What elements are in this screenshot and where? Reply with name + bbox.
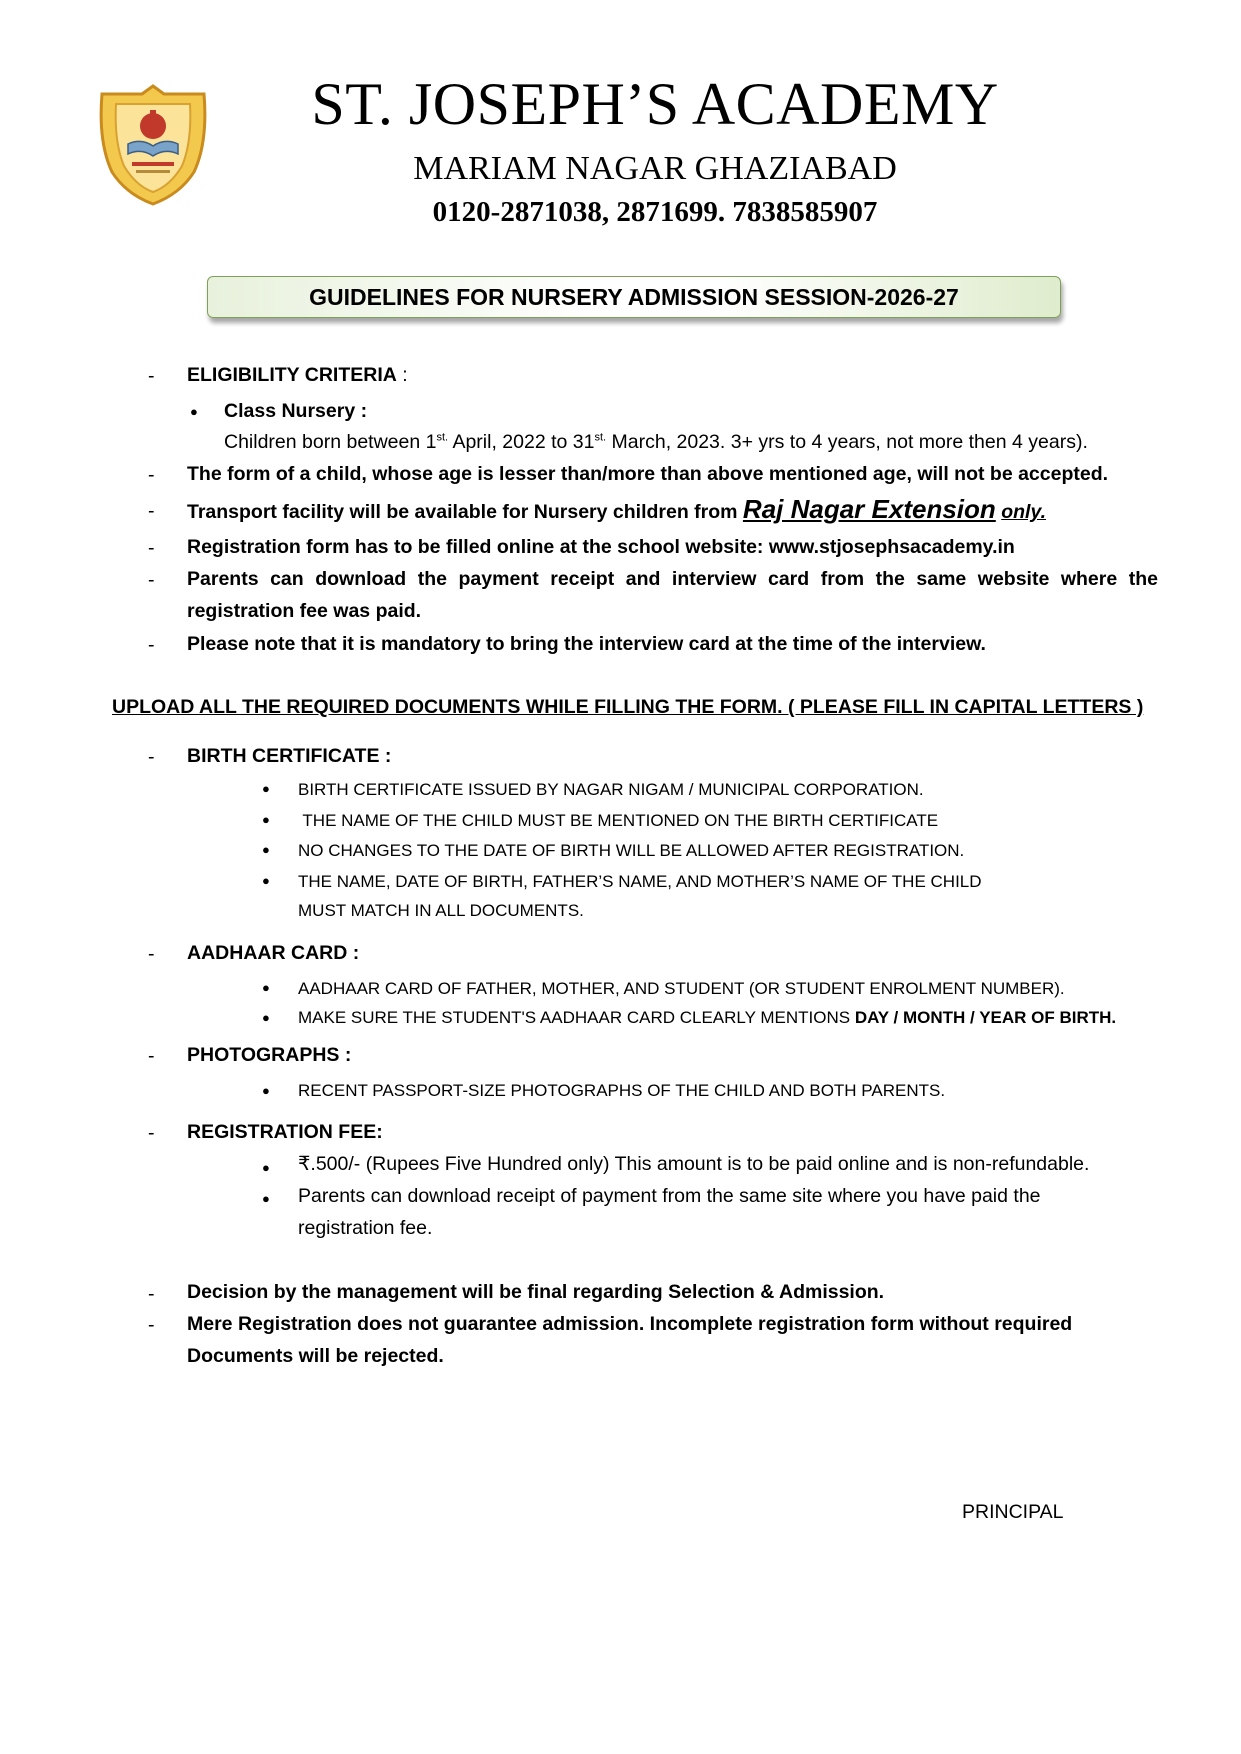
principal-signature: PRINCIPAL	[962, 1501, 1064, 1523]
school-crest-logo	[94, 82, 212, 208]
bullet-marker: ●	[262, 873, 270, 888]
download-rule-line2: registration fee was paid.	[187, 600, 422, 622]
dash-marker: -	[148, 1045, 155, 1067]
bullet-marker: ●	[262, 1191, 270, 1206]
bullet-marker: ●	[262, 1160, 270, 1175]
birth-item: THE NAME OF THE CHILD MUST BE MENTIONED ON THE BIRTH CERTIFICATE	[298, 811, 939, 830]
birth-item-continuation: MUST MATCH IN ALL DOCUMENTS.	[298, 901, 584, 920]
interview-card-rule: Please note that it is mandatory to bring the interview card at the time of the interview.	[187, 633, 986, 655]
eligibility-heading: ELIGIBILITY CRITERIA :	[187, 364, 408, 386]
aadhaar-item-dob: MAKE SURE THE STUDENT'S AADHAAR CARD CLEARLY MENTIONS DAY / MONTH / YEAR OF BIRTH.	[298, 1008, 1117, 1027]
bullet-marker: ●	[262, 781, 270, 796]
guidelines-banner: GUIDELINES FOR NURSERY ADMISSION SESSION-2026-27	[207, 276, 1061, 318]
dash-marker: -	[148, 365, 155, 387]
bullet-marker: ●	[262, 1010, 270, 1025]
online-registration: Registration form has to be filled online at the school website: www.stjosephsacademy.in	[187, 536, 1015, 558]
school-name: ST. JOSEPH’S ACADEMY	[311, 71, 999, 137]
registration-disclaimer-line2: Documents will be rejected.	[187, 1345, 444, 1367]
dash-marker: -	[148, 634, 155, 656]
dash-marker: -	[148, 500, 155, 522]
birth-date-range: Children born between $1^{st.}$ April, 2022 to $31^{st.}$ March, 2023. 3+ yrs to 4 years, not more then 4 years).	[224, 431, 1088, 453]
photographs-heading: PHOTOGRAPHS :	[187, 1044, 352, 1066]
registration-disclaimer-line1: Mere Registration does not guarantee admission. Incomplete registration form without required	[187, 1313, 1073, 1335]
bullet-marker: ●	[262, 980, 270, 995]
class-nursery-label: Class Nursery :	[224, 400, 368, 422]
dash-marker: -	[148, 1283, 155, 1305]
download-rule-line1: Parents can download the payment receipt and interview card from the same website where the	[187, 568, 1158, 590]
school-address: MARIAM NAGAR GHAZIABAD	[413, 150, 897, 187]
dash-marker: -	[148, 1122, 155, 1144]
dash-marker: -	[148, 537, 155, 559]
birth-certificate-heading: BIRTH CERTIFICATE :	[187, 745, 392, 767]
bullet-marker: ●	[262, 1083, 270, 1098]
aadhaar-heading: AADHAAR CARD :	[187, 942, 360, 964]
fee-amount: ₹.500/- (Rupees Five Hundred only) This amount is to be paid online and is non-refundable.	[298, 1153, 1090, 1175]
dash-marker: -	[148, 569, 155, 591]
birth-item: NO CHANGES TO THE DATE OF BIRTH WILL BE ALLOWED AFTER REGISTRATION.	[298, 841, 965, 860]
dash-marker: -	[148, 943, 155, 965]
fee-receipt-line2: registration fee.	[298, 1217, 433, 1239]
dash-marker: -	[148, 1314, 155, 1336]
bullet-marker: ●	[190, 404, 198, 419]
photographs-item: RECENT PASSPORT-SIZE PHOTOGRAPHS OF THE CHILD AND BOTH PARENTS.	[298, 1081, 946, 1100]
registration-fee-heading: REGISTRATION FEE:	[187, 1121, 383, 1143]
fee-receipt-line1: Parents can download receipt of payment from the same site where you have paid the	[298, 1185, 1041, 1207]
transport-rule: Transport facility will be available for Nursery children from Raj Nagar Extension only.	[187, 494, 1046, 524]
management-decision: Decision by the management will be final regarding Selection & Admission.	[187, 1281, 885, 1303]
dash-marker: -	[148, 464, 155, 486]
bullet-marker: ●	[262, 842, 270, 857]
age-rule: The form of a child, whose age is lesser than/more than above mentioned age, will not be accepted.	[187, 463, 1109, 485]
birth-item: THE NAME, DATE OF BIRTH, FATHER’S NAME, AND MOTHER’S NAME OF THE CHILD	[298, 872, 982, 891]
dash-marker: -	[148, 746, 155, 768]
birth-item: BIRTH CERTIFICATE ISSUED BY NAGAR NIGAM / MUNICIPAL CORPORATION.	[298, 780, 924, 799]
aadhaar-item: AADHAAR CARD OF FATHER, MOTHER, AND STUDENT (OR STUDENT ENROLMENT NUMBER).	[298, 979, 1065, 998]
school-phones: 0120-2871038, 2871699. 7838585907	[432, 196, 878, 228]
upload-documents-heading: UPLOAD ALL THE REQUIRED DOCUMENTS WHILE FILLING THE FORM. ( PLEASE FILL IN CAPITAL LETTERS )	[112, 696, 1144, 718]
bullet-marker: ●	[262, 812, 270, 827]
